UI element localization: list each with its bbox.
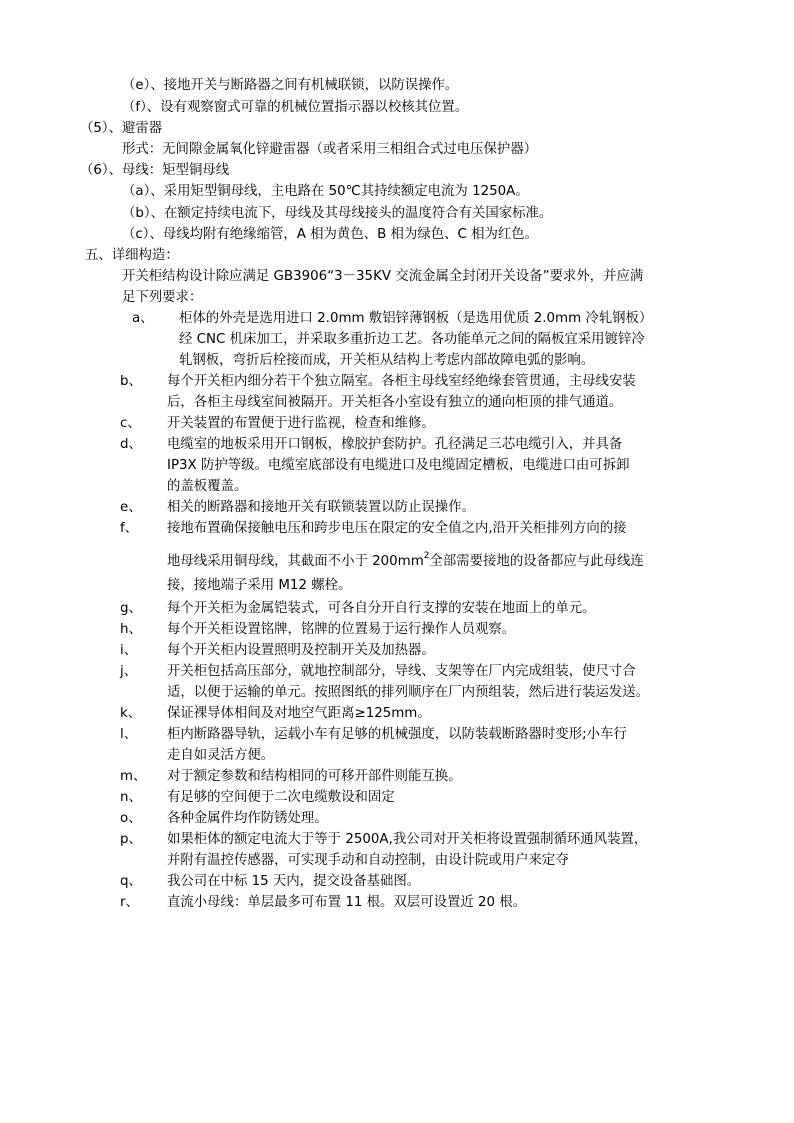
list-item-b-line1: 每个开关柜内细分若干个独立隔室。各柜主母线室经绝缘套管贯通，主母线安装	[167, 374, 636, 389]
list-marker-i: i、	[120, 643, 138, 658]
section-5-form: 形式：无间隙金属氧化锌避雷器（或者采用三相组合式过电压保护器）	[122, 142, 538, 157]
list-marker-m: m、	[120, 769, 147, 784]
list-item-f-line2-end: 全部需要接地的设备都应与此母线连	[429, 554, 644, 569]
list-marker-g: g、	[120, 601, 142, 616]
section-5-heading: （5）、避雷器	[80, 121, 163, 136]
list-item-d-line3: 的盖板覆盖。	[167, 479, 248, 494]
list-marker-q: q、	[120, 874, 142, 889]
list-marker-f: f、	[120, 521, 139, 536]
item-e-interlock: （e）、接地开关与断路器之间有机械联锁，以防误操作。	[122, 78, 459, 93]
list-item-a-line2: 经 CNC 机床加工，并采取多重折边工艺。各功能单元之间的隔板宜采用镀锌冷	[179, 332, 645, 347]
list-marker-n: n、	[120, 790, 142, 805]
list-item-a-line3: 轧钢板，弯折后栓接而成，开关柜从结构上考虑内部故障电弧的影响。	[179, 353, 595, 368]
list-marker-k: k、	[120, 706, 142, 721]
superscript-2: 2	[423, 550, 430, 561]
list-marker-a: a、	[132, 311, 154, 326]
list-item-j-line1: 开关柜包括高压部分，就地控制部分，导线、支架等在厂内完成组装，使尺寸合	[167, 664, 636, 679]
list-marker-e: e、	[120, 500, 142, 515]
section-five-heading: 五、详细构造：	[85, 248, 179, 263]
list-item-q-line1: 我公司在中标 15 天内，提交设备基础图。	[167, 874, 421, 889]
list-marker-d: d、	[120, 437, 142, 452]
list-item-g-line1: 每个开关柜为金属铠装式，可各自分开自行支撑的安装在地面上的单元。	[167, 601, 596, 616]
list-item-f-line2-start: 地母线采用铜母线，其截面不小于 200mm	[167, 554, 424, 569]
list-item-c-line1: 开关装置的布置便于进行监视，检查和维修。	[167, 416, 435, 431]
list-item-j-line2: 适，以便于运输的单元。按照图纸的排列顺序在厂内预组装，然后进行装运发送。	[167, 685, 650, 700]
list-item-f-line1: 接地布置确保接触电压和跨步电压在限定的安全值之内,沿开关柜排列方向的接	[167, 521, 627, 536]
list-item-o-line1: 各种金属件均作防锈处理。	[167, 811, 328, 826]
list-item-p-line1: 如果柜体的额定电流大于等于 2500A,我公司对开关柜将设置强制循环通风装置，	[167, 832, 648, 847]
list-marker-c: c、	[120, 416, 141, 431]
list-item-b-line2: 后，各柜主母线室间被隔开。开关柜各小室设有独立的通向柜顶的排气通道。	[167, 395, 623, 410]
section-6-item-b: （b）、在额定持续电流下，母线及其母线接头的温度符合有关国家标准。	[122, 206, 553, 221]
list-item-d-line2: IP3X 防护等级。电缆室底部设有电缆进口及电缆固定槽板，电缆进口由可拆卸	[167, 458, 630, 473]
list-item-l-line2: 走自如灵活方便。	[167, 748, 275, 763]
list-item-i-line1: 每个开关柜内设置照明及控制开关及加热器。	[167, 643, 435, 658]
list-marker-b: b、	[120, 374, 142, 389]
list-item-h-line1: 每个开关柜设置铭牌，铭牌的位置易于运行操作人员观察。	[167, 622, 516, 637]
list-item-f-line2	[167, 552, 644, 572]
section-five-intro-line1: 开关柜结构设计除应满足 GB3906“3－35KV 交流金属全封闭开关设备”要求外，并应满	[122, 269, 644, 284]
list-item-k-line1: 保证裸导体相间及对地空气距离≥125mm。	[167, 706, 431, 721]
list-item-a-line1: 柜体的外壳是选用进口 2.0mm 敷铝锌薄钢板（是选用优质 2.0mm 冷轧钢板）	[179, 311, 653, 326]
item-f-indicator: （f）、设有观察窗式可靠的机械位置指示器以校核其位置。	[122, 100, 469, 115]
list-marker-l: l、	[120, 727, 138, 742]
list-marker-p: p、	[120, 832, 142, 847]
list-marker-o: o、	[120, 811, 142, 826]
section-6-item-c: （c）、母线均附有绝缘缩管，A 相为黄色、B 相为绿色、C 相为红色。	[122, 227, 539, 242]
section-6-heading: （6）、母线：矩型铜母线	[80, 163, 230, 178]
list-marker-h: h、	[120, 622, 142, 637]
list-item-e-line1: 相关的断路器和接地开关有联锁装置以防止误操作。	[167, 500, 475, 515]
list-item-p-line2: 并附有温控传感器，可实现手动和自动控制，由设计院或用户来定夺	[167, 853, 569, 868]
list-marker-r: r、	[120, 895, 139, 910]
list-marker-j: j、	[120, 664, 138, 679]
section-6-item-a: （a）、采用矩型铜母线，主电路在 50℃其持续额定电流为 1250A。	[122, 184, 529, 199]
list-item-f-line3: 接，接地端子采用 M12 螺栓。	[167, 578, 352, 593]
section-five-intro-line2: 足下列要求：	[122, 290, 203, 305]
list-item-n-line1: 有足够的空间便于二次电缆敷设和固定	[167, 790, 395, 805]
list-item-m-line1: 对于额定参数和结构相同的可移开部件则能互换。	[167, 769, 462, 784]
list-item-r-line1: 直流小母线：单层最多可布置 11 根。双层可设置近 20 根。	[167, 895, 527, 910]
list-item-l-line1: 柜内断路器导轨，运载小车有足够的机械强度，以防装载断路器时变形;小车行	[167, 727, 627, 742]
list-item-d-line1: 电缆室的地板采用开口钢板，橡胶护套防护。孔径满足三芯电缆引入，并具备	[167, 437, 623, 452]
